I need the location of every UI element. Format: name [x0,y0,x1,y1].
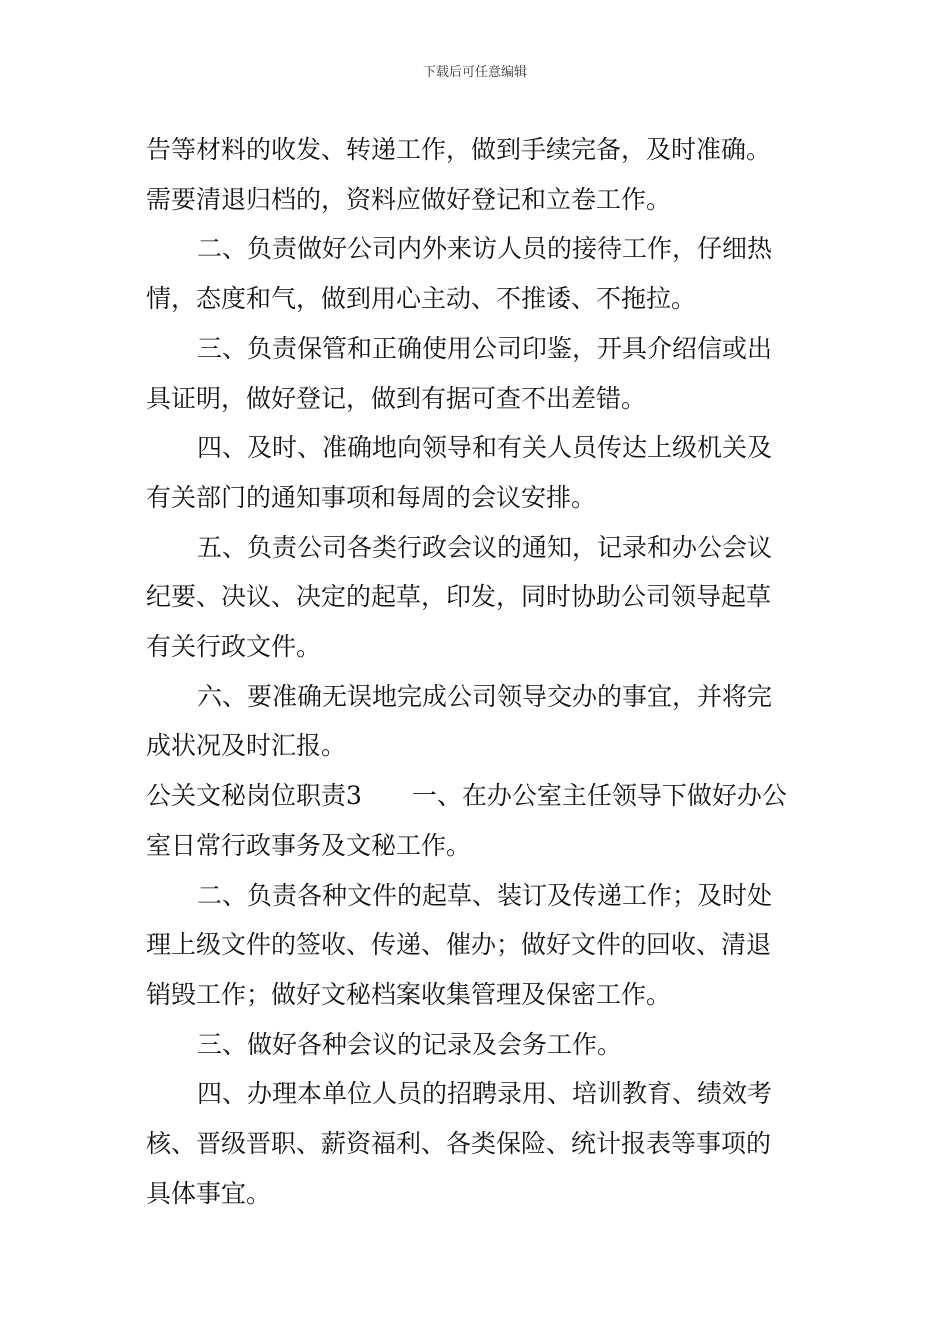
page-header: 下载后可任意编辑 [422,65,527,80]
text-line: 四、及时、准确地向领导和有关人员传达上级机关及 [197,433,773,463]
text-line: 六、要准确无误地完成公司领导交办的事宜，并将完 [197,681,773,711]
document-body [146,125,814,1218]
text-line: 五、负责公司各类行政会议的通知，记录和办公会议 [197,532,773,562]
text-line: 具体事宜。 [146,1178,272,1208]
text-line: 销毁工作；做好文秘档案收集管理及保密工作。 [146,979,672,1009]
text-line: 三、负责保管和正确使用公司印鉴，开具介绍信或出 [197,333,773,363]
text-line: 告等材料的收发、转递工作，做到手续完备，及时准确。 [146,135,772,164]
text-line: 二、负责做好公司内外来访人员的接待工作，仔细热 [197,234,773,264]
text-line: 三、做好各种会议的记录及会务工作。 [197,1029,623,1059]
text-line: 四、办理本单位人员的招聘录用、培训教育、绩效考 [197,1079,773,1109]
text-line: 具证明，做好登记，做到有据可查不出差错。 [146,383,647,413]
text-line: 理上级文件的签收、传递、催办；做好文件的回收、清退 [146,930,772,960]
section-title-line: 公关文秘岗位职责3 一、在办公室主任领导下做好办公 [146,781,787,811]
text-line: 纪要、决议、决定的起草，印发，同时协助公司领导起草 [146,582,772,612]
text-line: 成状况及时汇报。 [146,731,347,761]
text-line: 需要清退归档的，资料应做好登记和立卷工作。 [146,184,672,214]
text-line: 有关行政文件。 [146,632,322,662]
text-line: 室日常行政事务及文秘工作。 [146,830,472,860]
text-line: 有关部门的通知事项和每周的会议安排。 [146,482,597,512]
text-line: 二、负责各种文件的起草、装订及传递工作；及时处 [197,880,773,910]
text-line: 情，态度和气，做到用心主动、不推诿、不拖拉。 [146,284,697,314]
text-line: 核、晋级晋职、薪资福利、各类保险、统计报表等事项的 [146,1129,772,1159]
